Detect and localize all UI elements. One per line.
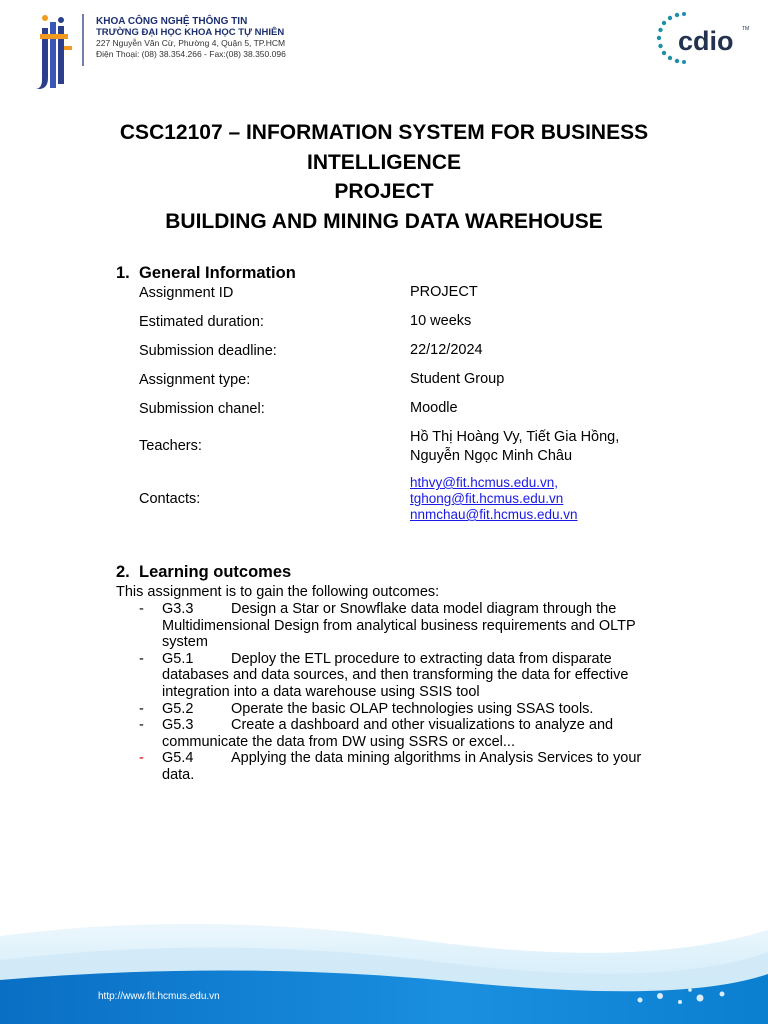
- section-number: 1.: [116, 264, 130, 282]
- teacher-names-line1: Hồ Thị Hoàng Vy, Tiết Gia Hồng,: [410, 429, 620, 445]
- info-label-assignment-id: Assignment ID: [139, 285, 234, 301]
- section-number: 2.: [116, 563, 130, 581]
- list-item: [116, 717, 676, 750]
- outcomes-intro: This assignment is to gain the following outcomes:: [116, 584, 440, 600]
- outcome-text: Applying the data mining algorithms in Analysis Services to your data.: [162, 750, 642, 783]
- info-value-deadline: 22/12/2024: [410, 342, 483, 358]
- outcome-code: G5.2: [162, 700, 194, 717]
- faculty-name: KHOA CÔNG NGHỆ THÔNG TIN: [96, 16, 248, 27]
- list-dash: -: [139, 601, 144, 617]
- address: 227 Nguyễn Văn Cừ, Phường 4, Quận 5, TP.HCM: [96, 38, 286, 48]
- fit-logo: [34, 10, 74, 90]
- outcome-code: G5.3: [162, 717, 194, 734]
- section-learning-outcomes-heading: [116, 563, 291, 582]
- teacher-names-line2: Nguyễn Ngọc Minh Châu: [410, 448, 573, 464]
- svg-text:TM: TM: [742, 26, 750, 32]
- title-line-course: CSC12107 – INFORMATION SYSTEM FOR BUSINESS: [119, 121, 649, 144]
- footer-url: http://www.fit.hcmus.edu.vn: [98, 991, 220, 1002]
- list-dash: -: [139, 750, 144, 767]
- section-title: Learning outcomes: [139, 563, 292, 581]
- list-item: [116, 601, 676, 651]
- info-label-type: Assignment type:: [139, 372, 251, 388]
- title-line-project: PROJECT: [334, 180, 434, 203]
- header-divider: [82, 14, 84, 66]
- info-value-contacts: [410, 475, 578, 523]
- list-dash: -: [139, 717, 144, 734]
- university-name: TRƯỜNG ĐẠI HỌC KHOA HỌC TỰ NHIÊN: [96, 27, 285, 38]
- outcome-code: G3.3: [162, 601, 194, 617]
- info-label-duration: Estimated duration:: [139, 314, 264, 330]
- institution-info: [96, 16, 286, 60]
- contact-email-link[interactable]: nnmchau@fit.hcmus.edu.vn: [410, 507, 578, 522]
- outcome-text: Operate the basic OLAP technologies using SSAS tools.: [231, 700, 594, 717]
- outcome-text: Design a Star or Snowflake data model diagram through the Multidimensional Design from analytical business requirements and OLTP system: [162, 601, 636, 651]
- list-dash: -: [139, 700, 144, 717]
- list-item: [116, 701, 676, 718]
- info-label-teachers: Teachers:: [139, 438, 202, 454]
- list-item: [116, 651, 676, 701]
- document-title: [0, 118, 768, 236]
- section-general-info-heading: [116, 264, 296, 283]
- contact-email-link[interactable]: tghong@fit.hcmus.edu.vn: [410, 491, 564, 506]
- title-line-course-cont: INTELLIGENCE: [306, 150, 461, 174]
- cdio-logo: [656, 10, 752, 68]
- contact-email-link[interactable]: hthvy@fit.hcmus.edu.vn,: [410, 475, 559, 490]
- outcome-code: G5.1: [162, 650, 194, 667]
- section-title: General Information: [139, 264, 296, 282]
- info-value-channel: Moodle: [410, 400, 458, 416]
- info-label-deadline: Submission deadline:: [139, 343, 277, 359]
- list-item: [116, 750, 676, 783]
- outcome-code: G5.4: [162, 750, 194, 767]
- outcome-text: Create a dashboard and other visualizations to analyze and communicate the data from DW using SSRS or excel...: [162, 717, 614, 750]
- info-value-type: Student Group: [410, 371, 505, 387]
- info-value-teachers: [410, 428, 619, 466]
- footer-wave-banner: [0, 900, 768, 1024]
- list-dash: -: [139, 650, 144, 667]
- info-value-assignment-id: PROJECT: [410, 284, 478, 300]
- svg-text:cdio: cdio: [678, 26, 734, 56]
- outcome-text: Deploy the ETL procedure to extracting data from disparate databases and data sources, and then transforming the data for effective integration into a data warehouse using SSIS tool: [162, 650, 629, 700]
- info-label-channel: Submission chanel:: [139, 401, 265, 417]
- outcomes-list: [116, 601, 676, 784]
- info-value-duration: 10 weeks: [410, 313, 472, 329]
- title-line-subject: BUILDING AND MINING DATA WAREHOUSE: [165, 209, 603, 233]
- phone-fax: Điện Thoại: (08) 38.354.266 - Fax:(08) 38.350.096: [96, 49, 286, 59]
- document-header: [0, 0, 768, 100]
- info-label-contacts: Contacts:: [139, 491, 201, 507]
